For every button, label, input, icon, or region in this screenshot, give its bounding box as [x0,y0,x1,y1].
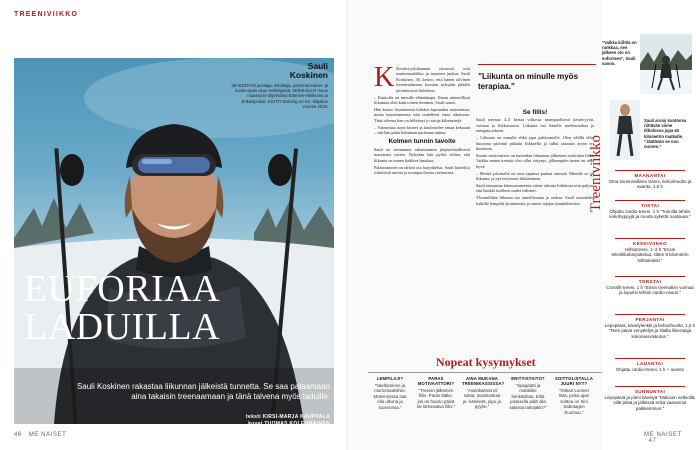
page-number-left [14,432,66,438]
skier-illustration [14,58,334,424]
page-number: 47 [648,438,657,444]
day-name: PERJANTAI [635,316,665,322]
day-name: TORSTAI [638,278,662,284]
day-workout: Ohjattu cardio-treeni, 1 h + avanto [615,366,685,372]
person-name: Sauli Koskinen [289,61,328,80]
quick-question [462,376,505,410]
day-name: SUNNUNTAI [634,388,666,394]
answer: ”Treenin jälkeinen fiilis. Paras lääke, jos on huono päivä tai stressaava fiilis.” [416,388,456,410]
day-rule [615,358,685,359]
paragraph: Sauli treenaa 4–5 kertaa viikossa monipuolisesti kestävyyttä, voimaa ja liikkuvuutta. Liikunta tuo hänelle mielenrauhaa ja energiaa arkeen. [476,117,594,134]
day-workout: Lepopäivä, kävelylenkki ja kehonhuolto, 1,5 h ”Teen päivä venyttelyä ja liitalla liikerataja kokonaisvaikutus.” [604,322,696,339]
day-rule [615,276,685,277]
paragraph: – Liikunta on minulle ehkä jopa pakkomielle. Olen välillä ollut huonona päivänä pitkään liikkeellä ja tullut takaisin aivan eri ihmisenä. [476,135,594,151]
day-rule [615,386,685,387]
paragraph: Hän kertoo löytäneensä hiihdon lapsuuden maisemista, mutta innostuneensa siitä uudelleen vasta aikuisena. Tänä talvena hän on hiihtänyt jo satoja kilometrejä. [374,106,470,123]
schedule-day [604,238,696,263]
side-caption-mid: Sauli arvioi kuntonsa riittävän viime tilholossa jopa 62 kilometrin matkalle. ”Jäätävän se oon nuoren.” [644,118,687,150]
question: LEMPILAJI? [376,376,404,381]
headline: EUFORIAA LADUILLA [24,268,221,348]
paragraph: Palautuminen on tärkeä osa harjoittelua. Sauli huolehtii riittävästä unesta ja monipuolisesta ravinnosta. [374,164,470,175]
answer: ”Vaeltaminen ja murtomaahiihto. Molemmissa saa olla ulkona ja luonnossa.” [373,383,407,410]
day-workout: Oma toiminnallinen treeni, kehonhuolto ja avanto, 1,5 h [608,178,692,190]
photo-caption: Sauli Koskinen rakastaa liikunnan jälkeistä tunnetta. Se saa palaamaan aina takaisin treenaamaan ja tänä talvena myös laduille. [76,382,330,401]
page-number: 46 [14,432,22,438]
day-rule [615,200,685,201]
paragraph: – Vaimentaa arjen kiireet ja kuulostelee omaa kehoaan – sitä hän pitää liikunnan parhaana antina. [374,124,470,135]
person-box [228,62,328,109]
answer: ”Oskari Loonen lista, jonka ajan soittoa on Sini Sabotagen Kuomuu.” [558,388,590,415]
drop-cap-letter: K [374,62,395,93]
question: SOITTOLISTALLA JUURI NYT? [554,376,594,386]
magazine-name: ME NAISET [644,432,682,438]
person-bio: 38-VUOTIAS juontaja, toimittaja, personal trainer- ja luonto-opas asuu Helsingissä. SEIKKAILUT muun muassa tv-ohjelmissa Erämies-retkikunta ja Erikoisjoukot. KOITTI Dancing on Ice -kilpailun vuonna 2019. [231,83,328,109]
skier-small-illustration [640,34,692,94]
side-photo-top [640,34,692,94]
schedule-day [604,314,696,339]
quick-question [508,376,548,410]
schedule-day [604,358,696,372]
quick-questions-rule [368,372,602,373]
paragraph: Suurin motivaattori on kuitenkin liikunnan jälkeinen euforinen fiilis. Vaikka ennen treeniä olisi ollut väsynyt, jälkeenpäin tunne on aina hyvä. [476,152,594,169]
pull-quote-rule [478,64,596,65]
schedule-day [604,200,696,220]
schedule-day [604,386,696,411]
paragraph: Ylimmillään liikunta tuo onnellisuutta ja rauhaa. Sauli suosittelee kaikille lempeää aloittamista ja omien rajojen kuuntelemista. [476,195,594,206]
paragraph: Kestävyysliikunnan ytimessä ovat murtomaahiihto ja tasainen juoksu. Sauli Koskinen, 38, kertoo, että hänen talvinen treenirutiininsa koostuu nykyään pitkälti perinteisestä hiihdosta. [396,66,470,93]
schedule-day [604,170,696,190]
paragraph: Sauli tunnustaa kiinnostuneensa viime talvena hiihdosta niin paljon, että hankki itselleen uudet välineet. [476,182,594,194]
runner-illustration [610,100,640,160]
day-rule [615,238,685,239]
page-number-right [644,432,696,444]
paragraph: – Kuntoilu on minulle elämäntapa. Ilman säännöllistä liikuntaa olen kuin toinen ihminen, Sauli sanoo. [374,94,470,105]
subheading-fillis: Se fillis! [522,109,548,116]
day-name: KESKIVIIKKO [632,240,668,246]
credit-text: teksti KIRSI-MARJA KAUPPALA [246,414,330,420]
day-rule [615,314,685,315]
paragraph: Sauli on treenannut aikaisemmin järjestelmällisesti maratonia varten. Nykyään hän pyrkii siihen, että liikunta on ennen kaikkea hauskaa. [374,146,470,163]
side-photo-mid [610,100,640,160]
day-workout: Ohjattu cardio-treeni, 1 h ”Tunnilla tehtiin kokohyppyjä ja muuta sykettä nostavaa.” [609,208,691,220]
answer: ”Spagaatti ja mataliike kenkäsiltaa. Eikä jokaisella pidä olla salaisia taitojakin?” [509,383,547,410]
day-rule [615,170,685,171]
question: AINA MUKANA TREENIKASSISSA? [462,376,505,386]
paragraph: – Meistä jokaisella on oma tapansa purkaa stressiä. Minulle se on liikunta, ja nyt erityisesti hiihtäminen. [476,170,594,181]
subheading-kolmen: Kolmen tunnin tavoite [388,138,456,146]
day-name: LAUANTAI [636,360,664,366]
article-column-2 [476,110,594,208]
day-workout: Hiihtotreeni, 1–2 h ”Ensin tekniikkaharjoittelua, sitten 8 kilometrin hiihtolenkki.” [611,246,689,263]
quick-questions-title: Nopeat kysymykset [436,355,536,369]
question: ERITYISTAITO? [511,376,545,381]
day-workout: Crossfit-treeni, 1 h ”Ensin treenattiin voimaa ja lopuksi tehtiin cardio-osuus.” [606,284,694,296]
right-page [348,0,696,450]
cover-photo [14,58,334,424]
training-week-title: Treeniviikko [588,135,604,212]
schedule-day [604,276,696,296]
credit-photo: kuvat TUOMAS KOLEHMAINEN [248,420,330,424]
magazine-name: ME NAISET [28,432,67,438]
day-name: MAANANTAI [634,172,666,178]
side-caption-top: ”Vaikka kiihtiä on rankkaa, sen jälkeen olo on euforinen”, Sauli sanoo. [602,40,637,66]
question: PARAS MOTIVAATTORI? [417,376,455,386]
article-column-1 [374,62,470,177]
quick-question [416,376,456,410]
quick-question [370,376,410,410]
pull-quote: ”Liikunta on minulle myös terapiaa.” [478,72,579,91]
answer: ”Avainkaimat eli sukat, avaintostuut ja -käsineet, pipo ja pyyhe.” [463,388,501,410]
photo-credits [134,414,330,424]
section-label: TREENIVIIKKO [14,11,79,18]
day-workout: Lepopäivä ja pieni kävelyä ”Maksoin seltsollä, sillä pitää ja jälleissä enkä vaarannut palkkemmun.” [604,394,696,411]
day-name: TIISTAI [640,202,660,208]
quick-question [554,376,594,415]
